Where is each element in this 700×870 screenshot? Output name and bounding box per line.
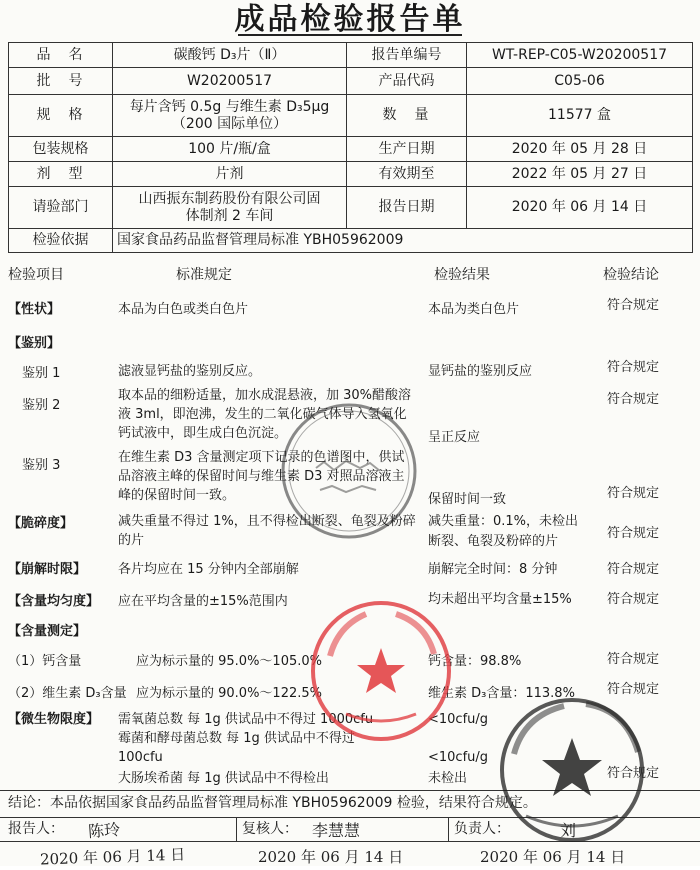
id3-standard: 在维生素 D3 含量测定项下记录的色谱图中，供试品溶液主峰的保留时间与维生素 D3 对照品溶液主峰的保留时间一致。 <box>118 450 405 503</box>
col-item: 检验项目 <box>8 267 64 283</box>
batch-label: 批 号 <box>9 68 113 95</box>
report-date-label: 报告日期 <box>347 187 467 229</box>
spec-value <box>113 95 347 137</box>
dept-line-1: 山西振东制药股份有限公司固 <box>138 190 321 207</box>
id3-label: 鉴别 3 <box>22 458 61 473</box>
col-result: 检验结果 <box>434 267 490 283</box>
expiry-label: 有效期至 <box>347 162 467 187</box>
package-label: 包装规格 <box>9 137 113 162</box>
friability-label: 【脆碎度】 <box>8 516 74 531</box>
spec-line-2: （200 国际单位） <box>171 115 288 132</box>
appearance-label: 【性状】 <box>8 302 61 317</box>
appearance-result: 本品为类白色片 <box>428 302 520 317</box>
product-name-label: 品 名 <box>9 43 113 68</box>
assay-label: 【含量测定】 <box>8 624 87 639</box>
product-code-label: 产品代码 <box>347 68 467 95</box>
id1-conclusion: 符合规定 <box>607 360 660 375</box>
microbial-label: 【微生物限度】 <box>8 712 100 727</box>
friability-conclusion: 符合规定 <box>607 526 660 541</box>
id1-result: 显钙盐的鉴别反应 <box>428 364 533 379</box>
id1-label: 鉴别 1 <box>22 366 61 381</box>
friability-result-1: 减失重量：0.1%，未检出 <box>428 514 579 529</box>
responsible-date: 2020 年 06 月 14 日 <box>480 848 626 866</box>
reporter-signature: 陈玲 <box>87 819 121 842</box>
id2-label: 鉴别 2 <box>22 398 61 413</box>
microbial-standard-3: 大肠埃希菌 每 1g 供试品中不得检出 <box>118 771 329 786</box>
spec-label: 规 格 <box>9 95 113 137</box>
friability-standard: 减失重量不得过 1%，且不得检出断裂、龟裂及粉碎的片 <box>118 514 416 548</box>
microbial-standard-1: 需氧菌总数 每 1g 供试品中不得过 1000cfu <box>118 712 374 727</box>
basis-label: 检验依据 <box>9 229 113 253</box>
id3-conclusion: 符合规定 <box>607 486 660 501</box>
appearance-conclusion: 符合规定 <box>607 298 660 313</box>
dept-value <box>113 187 347 229</box>
footer-divider-1 <box>236 817 237 841</box>
vitamin-d-result: 维生素 D₃含量：113.8% <box>428 686 575 701</box>
footer-divider-2 <box>448 817 449 841</box>
production-date-label: 生产日期 <box>347 137 467 162</box>
reviewer-label: 复核人： <box>242 821 298 837</box>
dept-line-2: 体制剂 2 车间 <box>185 207 274 224</box>
microbial-conclusion: 符合规定 <box>607 766 660 781</box>
microbial-result-1: <10cfu/g <box>428 712 489 727</box>
form-value: 片剂 <box>113 162 347 187</box>
uniformity-result: 均未超出平均含量±15% <box>428 592 572 607</box>
title-underline <box>238 34 462 36</box>
spec-line-1: 每片含钙 0.5g 与维生素 D₃5μg <box>129 98 330 115</box>
id1-standard: 滤液显钙盐的鉴别反应。 <box>118 364 262 379</box>
id2-standard: 取本品的细粉适量，加水成混悬液，加 30%醋酸溶液 3ml，即泡沸，发生的二氧化碳气体导入氢氧化钙试液中，即生成白色沉淀。 <box>118 388 412 441</box>
calcium-standard: 应为标示量的 95.0%～105.0% <box>136 654 322 669</box>
production-date-value: 2020 年 05 月 28 日 <box>467 137 693 162</box>
page-title: 成品检验报告单 <box>234 2 466 37</box>
report-date-value: 2020 年 06 月 14 日 <box>467 187 693 229</box>
vitamin-d-standard: 应为标示量的 90.0%～122.5% <box>136 686 322 701</box>
vitamin-d-conclusion: 符合规定 <box>607 682 660 697</box>
report-no-label: 报告单编号 <box>347 43 467 68</box>
expiry-value: 2022 年 05 月 27 日 <box>467 162 693 187</box>
disintegration-standard: 各片均应在 15 分钟内全部崩解 <box>118 562 299 577</box>
appearance-standard: 本品为白色或类白色片 <box>118 302 249 317</box>
reporter-label: 报告人： <box>8 821 64 837</box>
identification-label: 【鉴别】 <box>8 336 61 351</box>
col-conclusion: 检验结论 <box>603 267 659 283</box>
id2-conclusion: 符合规定 <box>607 392 660 407</box>
reviewer-signature: 李慧慧 <box>312 821 361 840</box>
calcium-result: 钙含量：98.8% <box>428 654 522 669</box>
report-no-value: WT-REP-C05-W20200517 <box>467 43 693 68</box>
black-seal-1 <box>276 398 422 544</box>
reviewer-date: 2020 年 06 月 14 日 <box>258 848 404 866</box>
quantity-value: 11577 盒 <box>467 95 693 137</box>
uniformity-label: 【含量均匀度】 <box>8 594 100 609</box>
calcium-conclusion: 符合规定 <box>607 652 660 667</box>
microbial-standard-2: 霉菌和酵母菌总数 每 1g 供试品中不得过 100cfu <box>118 731 355 765</box>
friability-result-2: 断裂、龟裂及粉碎的片 <box>428 534 559 549</box>
uniformity-conclusion: 符合规定 <box>607 592 660 607</box>
reporter-date: 2020 年 06 月 14 日 <box>39 845 186 869</box>
batch-value: W20200517 <box>113 68 347 95</box>
responsible-signature: 刘 <box>560 821 577 840</box>
package-value: 100 片/瓶/盒 <box>113 137 347 162</box>
conclusion-text: 结论：本品依据国家食品药品监督管理局标准 YBH05962009 检验，结果符合规定。 <box>8 795 537 811</box>
product-name-value: 碳酸钙 D₃片（Ⅱ） <box>113 43 347 68</box>
vitamin-d-label: （2）维生素 D₃含量 <box>8 686 127 701</box>
dept-label: 请验部门 <box>9 187 113 229</box>
header-table <box>8 42 693 253</box>
basis-value: 国家食品药品监督管理局标准 YBH05962009 <box>113 229 693 253</box>
quantity-label: 数 量 <box>347 95 467 137</box>
id3-result: 保留时间一致 <box>428 492 507 507</box>
form-label: 剂 型 <box>9 162 113 187</box>
red-seal <box>306 596 456 746</box>
calcium-label: （1）钙含量 <box>8 654 82 669</box>
microbial-result-2: <10cfu/g <box>428 750 489 765</box>
disintegration-result: 崩解完全时间：8 分钟 <box>428 562 558 577</box>
disintegration-conclusion: 符合规定 <box>607 562 660 577</box>
uniformity-standard: 应在平均含量的±15%范围内 <box>118 594 288 609</box>
id2-result: 呈正反应 <box>428 430 481 445</box>
black-seal-2 <box>486 690 666 850</box>
microbial-result-3: 未检出 <box>428 771 468 786</box>
disintegration-label: 【崩解时限】 <box>8 562 87 577</box>
product-code-value: C05-06 <box>467 68 693 95</box>
responsible-label: 负责人： <box>454 821 510 837</box>
col-standard: 标准规定 <box>176 267 232 283</box>
